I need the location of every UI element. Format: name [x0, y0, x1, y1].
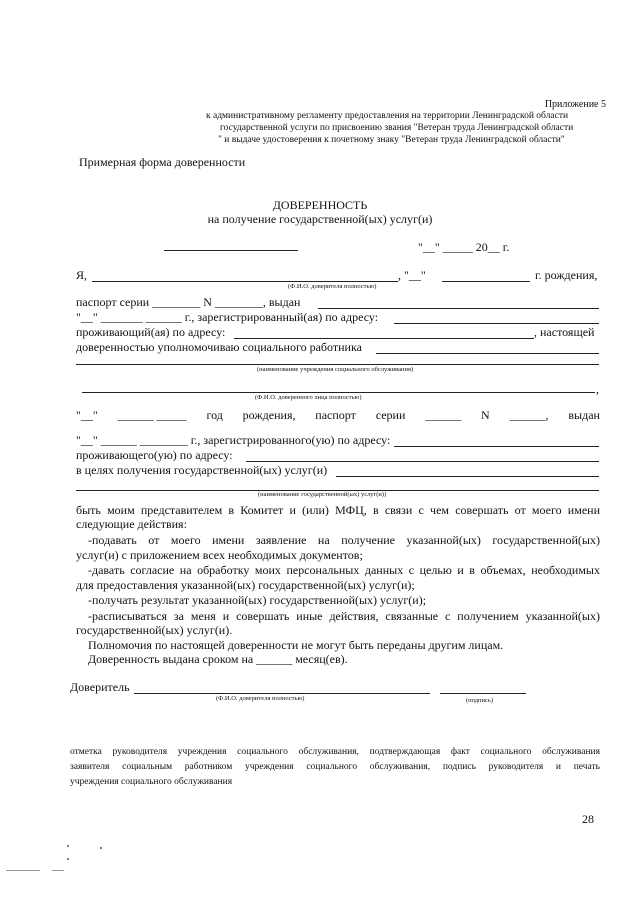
passport-label: паспорт серии ________ N ________, выдан — [76, 295, 301, 309]
header-line-3: " и выдаче удостоверения к почетному знаку "Ветеран труда Ленинградской области" — [218, 135, 565, 145]
birth-label: г. рождения, — [535, 268, 598, 282]
authorize-line — [376, 353, 599, 354]
purpose-line — [336, 476, 599, 477]
caption-service: (наименование государственной(ых) услуг(и)) — [258, 491, 387, 498]
agent-row-part: ______ _____ — [117, 408, 187, 422]
purpose-label: в целях получения государственной(ых) услуг(и) — [76, 463, 328, 477]
caption-agent-fio: (Ф.И.О. доверенного лица полностью) — [255, 394, 362, 401]
place-line — [164, 250, 298, 251]
page-number: 28 — [582, 812, 594, 826]
passport-issued-line — [318, 308, 599, 309]
signatory-fio-line — [134, 693, 430, 694]
body-line: Доверенность выдана сроком на ______ месяц(ев). — [88, 652, 348, 666]
scan-speck — [100, 847, 102, 849]
body-line: следующие действия: — [76, 517, 187, 531]
agent-row-part: рождения, — [242, 408, 296, 422]
residing-line — [234, 338, 534, 339]
agent-row-part: N — [481, 408, 490, 422]
present-label: , настоящей — [534, 325, 595, 339]
principal-birth-line — [442, 281, 530, 282]
agent-fio-line — [82, 392, 595, 393]
body-line: -давать согласие на обработку моих персональных данных с целью и в объемах, необходимых — [88, 563, 600, 577]
registered-line — [394, 323, 599, 324]
caption-signature: (подпись) — [466, 697, 493, 704]
residing-label: проживающий(ая) по адресу: — [76, 325, 226, 339]
principal-fio-line — [92, 281, 398, 282]
authorize-label: доверенностью уполномочиваю социального работника — [76, 340, 362, 354]
caption-institution: (наименование учреждения социального обслуживания) — [257, 366, 414, 373]
agent-row-part: ______, — [509, 408, 549, 422]
agent-row-part: ______ — [425, 408, 462, 422]
agent-residing-label: проживающего(ую) по адресу: — [76, 448, 233, 462]
agent-row-part: "__" — [76, 408, 98, 422]
caption-signatory-fio: (Ф.И.О. доверителя полностью) — [216, 695, 305, 702]
body-line: -расписываться за меня и совершать иные действия, связанные с получением указанной(ых) — [88, 609, 600, 623]
agent-registered-label: "__" ______ ________ г., зарегистрированного(ую) по адресу: — [76, 433, 391, 447]
agent-registered-line — [394, 446, 599, 447]
principal-date-quote: , "__" — [398, 268, 426, 282]
header-line-2: государственной услуги по присвоению звания "Ветеран труда Ленинградской области — [220, 123, 574, 133]
body-line: -подавать от моего имени заявление на получение указанной(ых) государственной(ых) — [88, 533, 600, 547]
ya-label: Я, — [76, 268, 88, 282]
footer-note-line: заявителя социальным работником учреждения социального обслуживания, подпись руководителя и печать — [70, 762, 600, 772]
agent-row-part: серии — [375, 408, 406, 422]
signatory-label: Доверитель — [70, 680, 130, 694]
body-line: Полномочия по настоящей доверенности не могут быть переданы другим лицам. — [88, 638, 504, 652]
body-line: для предоставления указанной(ых) государственной(ых) услуг(и); — [76, 578, 415, 592]
agent-residing-line — [246, 461, 599, 462]
agent-row-part: паспорт — [315, 408, 356, 422]
registered-label: "__" _______ ______ г., зарегистрированный(ая) по адресу: — [76, 310, 379, 324]
date-field: "__" _____ 20__ г. — [418, 240, 510, 254]
agent-passport-row — [76, 408, 600, 423]
footer-note-line: учреждения социального обслуживания — [70, 777, 233, 787]
agent-fio-comma: , — [596, 382, 599, 396]
body-line: -получать результат указанной(ых) государственной(ых) услуг(и); — [88, 593, 427, 607]
institution-line — [76, 364, 599, 365]
scan-mark — [52, 870, 64, 871]
document-subtitle: на получение государственной(ых) услуг(и) — [207, 212, 433, 226]
caption-principal-fio: (Ф.И.О. доверителя полностью) — [288, 283, 377, 290]
header-line-1: к административному регламенту предоставления на территории Ленинградской области — [206, 111, 569, 121]
form-label: Примерная форма доверенности — [79, 155, 246, 169]
agent-row-part: выдан — [568, 408, 600, 422]
scan-speck — [67, 845, 69, 847]
appendix-number: Приложение 5 — [544, 99, 606, 110]
signatory-sign-line — [440, 693, 526, 694]
body-line: услуг(и) с приложением всех необходимых документов; — [76, 548, 363, 562]
scan-speck — [67, 858, 69, 860]
scan-mark — [6, 870, 40, 871]
footer-note-line: отметка руководителя учреждения социального обслуживания, подтверждающая факт социального обслуживания — [70, 747, 600, 757]
body-line: быть моим представителем в Комитет и (или) МФЦ, в связи с чем совершать от моего имени — [76, 503, 600, 517]
agent-row-part: год — [206, 408, 223, 422]
document-title: ДОВЕРЕННОСТЬ — [272, 198, 368, 212]
body-line: государственной(ых) услуг(и). — [76, 623, 233, 637]
